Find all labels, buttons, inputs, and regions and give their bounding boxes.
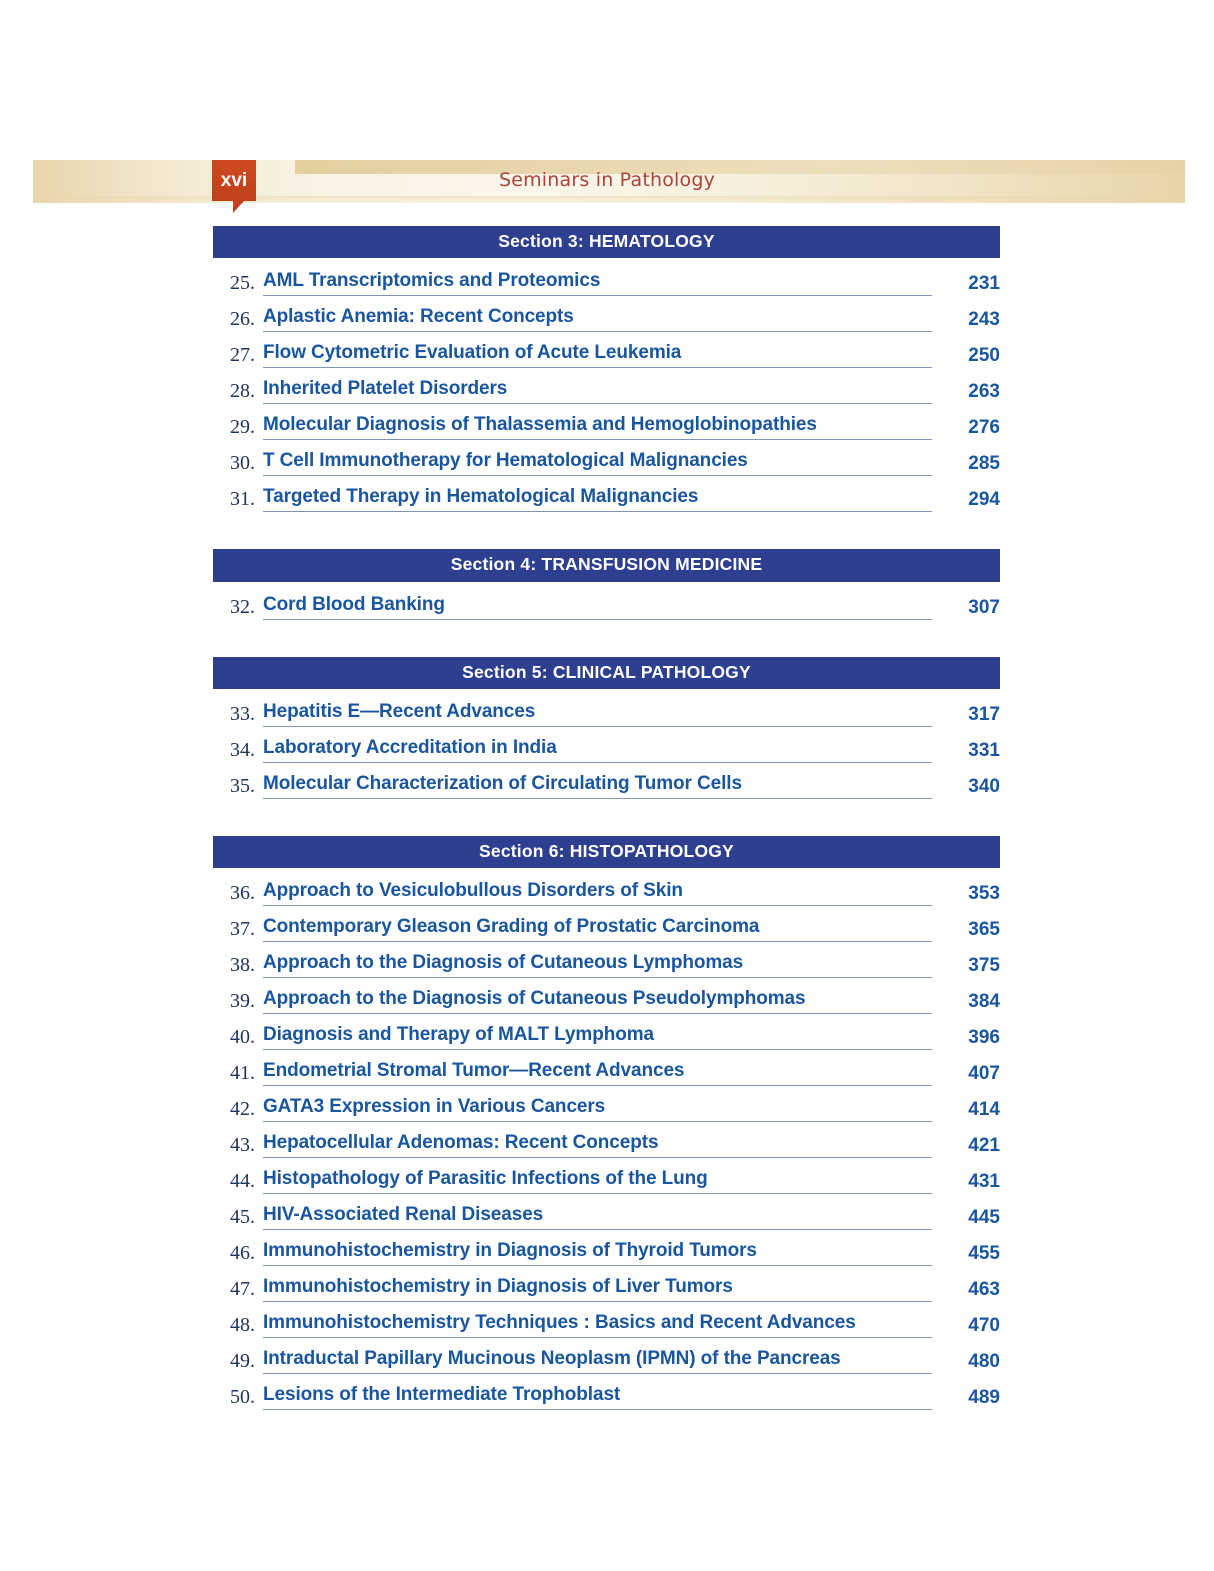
toc-entry-number: 27.	[230, 344, 255, 367]
toc-entry[interactable]	[213, 587, 1000, 623]
toc-entry-number: 50.	[230, 1386, 255, 1408]
toc-entry-number: 34.	[230, 738, 255, 761]
section-spacer	[213, 802, 1000, 836]
toc-entry-page-number: 431	[968, 1171, 1000, 1192]
toc-entry-page-number: 375	[968, 955, 1000, 976]
toc-entry-leader-rule	[263, 1095, 932, 1122]
toc-entry-title[interactable]: Intraductal Papillary Mucinous Neoplasm (IPMN) of the Pancreas	[263, 1348, 841, 1369]
toc-entry-leader-rule	[263, 341, 932, 368]
toc-entry-title[interactable]: Approach to Vesiculobullous Disorders of Skin	[263, 880, 683, 901]
toc-entry-title[interactable]: Immunohistochemistry in Diagnosis of Liver Tumors	[263, 1276, 733, 1297]
running-header-title: Seminars in Pathology	[498, 169, 716, 191]
toc-entry-title[interactable]: GATA3 Expression in Various Cancers	[263, 1096, 606, 1117]
toc-entry-title[interactable]: Flow Cytometric Evaluation of Acute Leukemia	[263, 342, 682, 364]
toc-entry-number: 26.	[230, 308, 255, 331]
toc-entry-number: 46.	[230, 1242, 255, 1264]
toc-entry-leader-rule	[263, 736, 932, 763]
toc-entry-number: 44.	[230, 1170, 255, 1192]
toc-entry-page-number: 250	[968, 345, 1000, 367]
toc-entry[interactable]	[213, 407, 1000, 443]
toc-entry-leader-rule	[263, 700, 932, 727]
toc-entry-title[interactable]: Molecular Diagnosis of Thalassemia and Hemoglobinopathies	[263, 414, 817, 436]
section-header: Section 4: TRANSFUSION MEDICINE	[213, 549, 1000, 581]
toc-entry-page-number: 489	[968, 1387, 1000, 1408]
toc-entry-page-number: 285	[968, 453, 1000, 475]
toc-entry-title[interactable]: Histopathology of Parasitic Infections of the Lung	[263, 1168, 708, 1189]
toc-entry-page-number: 331	[968, 739, 1000, 761]
toc-entry[interactable]	[213, 766, 1000, 802]
section-spacer	[213, 515, 1000, 549]
toc-entry[interactable]	[213, 1053, 1000, 1089]
toc-entry-title[interactable]: Immunohistochemistry Techniques : Basics and Recent Advances	[263, 1312, 856, 1333]
toc-entry[interactable]	[213, 1341, 1000, 1377]
toc-entry-title[interactable]: Contemporary Gleason Grading of Prostatic Carcinoma	[263, 916, 760, 937]
toc-entry[interactable]	[213, 1125, 1000, 1161]
toc-entry[interactable]	[213, 1305, 1000, 1341]
page-folio-tab-tail	[233, 201, 244, 213]
toc-entry-number: 31.	[230, 488, 255, 511]
toc-entry[interactable]	[213, 263, 1000, 299]
toc-entry-title[interactable]: Aplastic Anemia: Recent Concepts	[263, 306, 574, 328]
toc-entry-leader-rule	[263, 377, 932, 404]
toc-entry-page-number: 307	[968, 596, 1000, 618]
toc-entry-page-number: 480	[968, 1351, 1000, 1372]
toc-entry-leader-rule	[263, 305, 932, 332]
toc-entry-number: 35.	[230, 774, 255, 797]
section-entries	[213, 258, 1000, 515]
toc-entry-leader-rule	[263, 1383, 932, 1410]
toc-entry-number: 45.	[230, 1206, 255, 1228]
page-folio-label: xvi	[220, 170, 248, 191]
toc-entry-leader-rule	[263, 879, 932, 906]
toc-entry-leader-rule	[263, 1203, 932, 1230]
toc-entry-number: 29.	[230, 416, 255, 439]
section-entries	[213, 582, 1000, 623]
toc-entry-title[interactable]: Lesions of the Intermediate Trophoblast	[263, 1384, 621, 1405]
toc-entry-title[interactable]: Immunohistochemistry in Diagnosis of Thyroid Tumors	[263, 1240, 757, 1261]
toc-entry-page-number: 365	[968, 919, 1000, 940]
toc-entry-title[interactable]: Approach to the Diagnosis of Cutaneous Pseudolymphomas	[263, 988, 806, 1009]
toc-entry[interactable]	[213, 694, 1000, 730]
toc-entry-number: 48.	[230, 1314, 255, 1336]
toc-entry-page-number: 384	[968, 991, 1000, 1012]
toc-entry-leader-rule	[263, 1239, 932, 1266]
toc-entry[interactable]	[213, 479, 1000, 515]
toc-entry-leader-rule	[263, 1059, 932, 1086]
toc-entry[interactable]	[213, 1197, 1000, 1233]
toc-entry-page-number: 243	[968, 309, 1000, 331]
toc-entry[interactable]	[213, 1161, 1000, 1197]
toc-entry-leader-rule	[263, 1167, 932, 1194]
toc-entry-page-number: 340	[968, 775, 1000, 797]
toc-entry[interactable]	[213, 335, 1000, 371]
toc-entry-number: 40.	[230, 1026, 255, 1048]
toc-entry-page-number: 470	[968, 1315, 1000, 1336]
toc-entry-page-number: 455	[968, 1243, 1000, 1264]
toc-entry[interactable]	[213, 1017, 1000, 1053]
section-entries	[213, 868, 1000, 1413]
toc-entry-page-number: 231	[968, 273, 1000, 295]
toc-entry-number: 41.	[230, 1062, 255, 1084]
toc-entry-title[interactable]: Cord Blood Banking	[263, 593, 445, 615]
toc-entry-number: 33.	[230, 702, 255, 725]
toc-entry-title[interactable]: T Cell Immunotherapy for Hematological Malignancies	[263, 450, 748, 472]
toc-entry[interactable]	[213, 1377, 1000, 1413]
toc-entry-title[interactable]: Approach to the Diagnosis of Cutaneous Lymphomas	[263, 952, 744, 973]
toc-entry-number: 43.	[230, 1134, 255, 1156]
toc-entry-title[interactable]: Inherited Platelet Disorders	[263, 378, 508, 400]
toc-entry-title[interactable]: AML Transcriptomics and Proteomics	[263, 270, 601, 292]
toc-entry[interactable]	[213, 371, 1000, 407]
toc-entry-number: 49.	[230, 1350, 255, 1372]
toc-entry-title[interactable]: Endometrial Stromal Tumor—Recent Advances	[263, 1060, 685, 1081]
toc-entry[interactable]	[213, 443, 1000, 479]
section-header: Section 6: HISTOPATHOLOGY	[213, 836, 1000, 868]
toc-entry-number: 32.	[230, 595, 255, 618]
toc-entry-leader-rule	[263, 1347, 932, 1374]
toc-entry-number: 36.	[230, 882, 255, 904]
toc-entry[interactable]	[213, 1233, 1000, 1269]
toc-entry-page-number: 445	[968, 1207, 1000, 1228]
toc-entry-page-number: 414	[968, 1099, 1000, 1120]
toc-entry-leader-rule	[263, 951, 932, 978]
toc-entry-leader-rule	[263, 1311, 932, 1338]
toc-entry[interactable]	[213, 873, 1000, 909]
toc-entry-page-number: 276	[968, 417, 1000, 439]
toc-entry-leader-rule	[263, 413, 932, 440]
toc-entry-number: 42.	[230, 1098, 255, 1120]
toc-entry[interactable]	[213, 909, 1000, 945]
toc-entry-title[interactable]: Hepatocellular Adenomas: Recent Concepts	[263, 1132, 659, 1153]
toc-entry-leader-rule	[263, 772, 932, 799]
toc-entry-leader-rule	[263, 1023, 932, 1050]
toc-entry-leader-rule	[263, 1275, 932, 1302]
toc-entry-page-number: 396	[968, 1027, 1000, 1048]
toc-entry-leader-rule	[263, 485, 932, 512]
toc-entry-leader-rule	[263, 987, 932, 1014]
table-of-contents	[213, 226, 1000, 1413]
toc-entry-page-number: 317	[968, 703, 1000, 725]
section-header: Section 5: CLINICAL PATHOLOGY	[213, 657, 1000, 689]
toc-entry-leader-rule	[263, 449, 932, 476]
page-folio-tab	[212, 160, 256, 201]
section-spacer	[213, 623, 1000, 657]
section-entries	[213, 689, 1000, 802]
section-header: Section 3: HEMATOLOGY	[213, 226, 1000, 258]
toc-entry-page-number: 421	[968, 1135, 1000, 1156]
toc-entry-leader-rule	[263, 915, 932, 942]
toc-entry[interactable]	[213, 299, 1000, 335]
toc-entry-title[interactable]: Diagnosis and Therapy of MALT Lymphoma	[263, 1024, 655, 1045]
toc-entry-title[interactable]: Laboratory Accreditation in India	[263, 736, 557, 758]
toc-entry-number: 38.	[230, 954, 255, 976]
toc-entry[interactable]	[213, 945, 1000, 981]
toc-entry[interactable]	[213, 1089, 1000, 1125]
toc-entry-number: 39.	[230, 990, 255, 1012]
toc-entry[interactable]	[213, 981, 1000, 1017]
toc-entry-title[interactable]: Molecular Characterization of Circulating Tumor Cells	[263, 772, 742, 794]
toc-entry[interactable]	[213, 1269, 1000, 1305]
toc-entry-number: 47.	[230, 1278, 255, 1300]
toc-entry-number: 30.	[230, 452, 255, 475]
toc-entry-page-number: 463	[968, 1279, 1000, 1300]
toc-entry-number: 37.	[230, 918, 255, 940]
toc-entry-title[interactable]: HIV-Associated Renal Diseases	[263, 1204, 544, 1225]
toc-entry-number: 28.	[230, 380, 255, 403]
toc-entry-page-number: 263	[968, 381, 1000, 403]
toc-entry[interactable]	[213, 730, 1000, 766]
toc-entry-title[interactable]: Hepatitis E—Recent Advances	[263, 700, 536, 722]
running-header-shadow	[33, 196, 1185, 204]
toc-entry-page-number: 353	[968, 883, 1000, 904]
toc-entry-title[interactable]: Targeted Therapy in Hematological Malignancies	[263, 486, 699, 508]
toc-entry-page-number: 294	[968, 489, 1000, 511]
toc-entry-number: 25.	[230, 272, 255, 295]
toc-entry-leader-rule	[263, 593, 932, 620]
toc-entry-leader-rule	[263, 1131, 932, 1158]
toc-entry-leader-rule	[263, 269, 932, 296]
toc-entry-page-number: 407	[968, 1063, 1000, 1084]
